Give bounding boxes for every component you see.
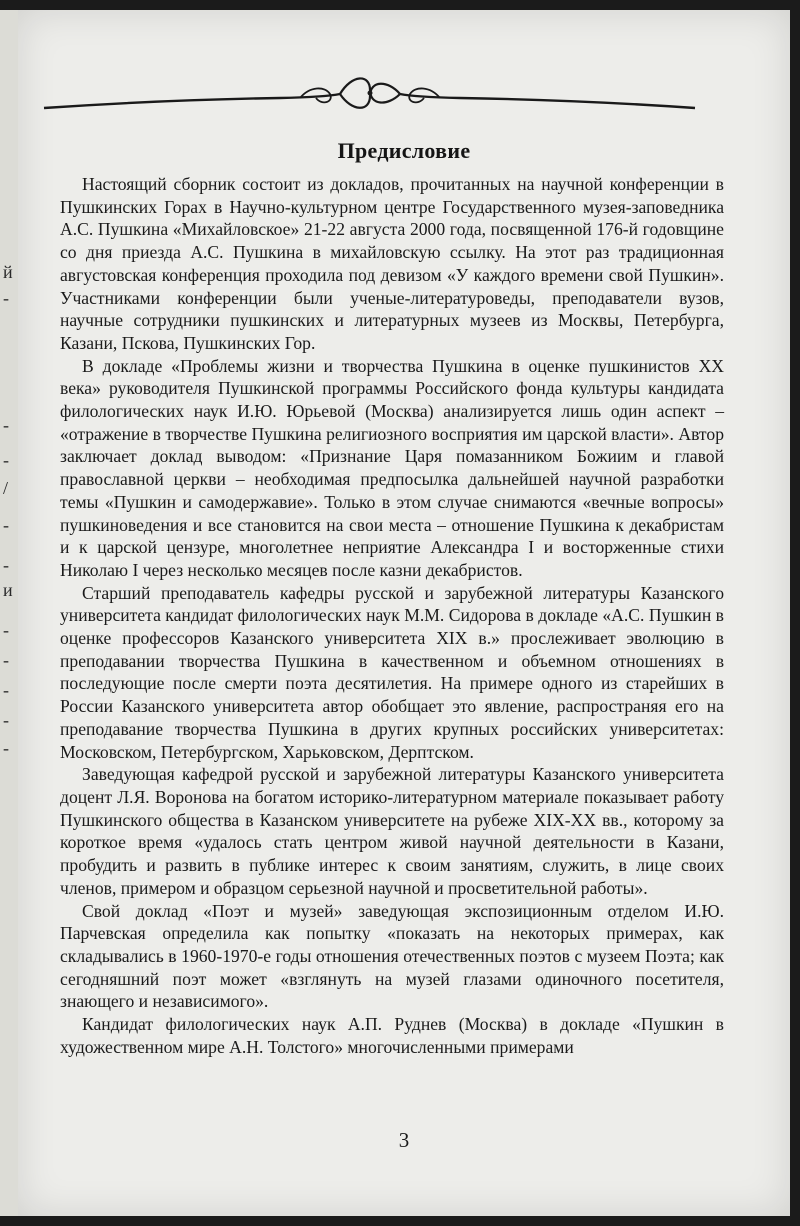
margin-mark: - <box>3 288 9 308</box>
paragraph: Заведующая кафедрой русской и зарубежной литературы Казанского университета доцент Л.Я. Воронова на богатом историко-литературном материале показывает работу Пушкинского общества в Казанском университете на рубеже XIX-XX вв., которому за короткое время «удалось стать центром живой научной деятельности в Казани, пробудить и развить в публике интерес к своим занятиям, служить, в лице своих членов, примером и образцом серьезной научной и просветительной работы». <box>60 764 724 898</box>
paragraph: Старший преподаватель кафедры русской и зарубежной литературы Казанского университета кандидат филологических наук М.М. Сидорова в докладе «А.С. Пушкин в оценке профессоров Казанского университета XIX в.» прослеживает эволюцию в преподавании творчества Пушкина в качественном и объемном отношениях в последующие после смерти поэта десятилетия. На примере одного из старейших в России Казанского университета автор обобщает это явление, распространяя его на преподавание творчества Пушкина в других крупных российских университетах: Московском, Петербургском, Харьковском, Дерптском. <box>60 582 724 762</box>
margin-mark: и <box>3 580 13 600</box>
margin-mark: - <box>3 555 9 575</box>
page-number: 3 <box>398 1128 410 1152</box>
margin-mark: / <box>3 478 9 498</box>
margin-mark: - <box>3 738 9 758</box>
decorative-flourish-ornament <box>40 68 700 118</box>
paragraph: Настоящий сборник состоит из докладов, прочитанных на научной конференции в Пушкинских Горах в Научно-культурном центре Государственного музея-заповедника А.С. Пушкина «Михайловское» 21-22 августа 2000 года, посвященной 176-й годовщине со дня приезда А.С. Пушкина в михайловскую ссылку. На этот раз традиционная августовская конференция проходила под девизом «У каждого времени свой Пушкин». Участниками конференции были ученые-литературоведы, преподаватели вузов, научные сотрудники пушкинских и литературных музеев из Москвы, Петербурга, Казани, Пскова, Пушкинских Гор. <box>60 174 724 353</box>
margin-mark: й <box>3 262 13 282</box>
paragraph: Кандидат филологических наук А.П. Руднев (Москва) в докладе «Пушкин в художественном мире А.Н. Толстого» многочисленными примерами <box>60 1014 724 1057</box>
body-text <box>60 173 724 1058</box>
margin-mark: - <box>3 515 9 535</box>
margin-mark: - <box>3 680 9 700</box>
paragraph: Свой доклад «Поэт и музей» заведующая экспозиционным отделом И.Ю. Парчевская определила как попытку «показать на некоторых примерах, как складывались в 1960-1970-е годы отношения отечественных поэтов с музеем Поэта; как сегодняшний поэт может «взглянуть на музей глазами одиночного посетителя, знающего и независимого». <box>60 900 724 1012</box>
adjacent-page-margin <box>0 10 18 1216</box>
preface-heading: Предисловие <box>337 138 471 163</box>
paragraph: В докладе «Проблемы жизни и творчества Пушкина в оценке пушкинистов XX века» руководителя Пушкинской программы Российского фонда культуры кандидата филологических наук И.Ю. Юрьевой (Москва) анализируется лишь один аспект – «отражение в творчестве Пушкина религиозного восприятия им царской власти». Автор заключает доклад выводом: «Признание Царя помазанником Божиим и главой православной церкви – необходимая предпосылка дальнейшей научной разработки темы «Пушкин и самодержавие». Только в этом случае снимаются «вечные вопросы» пушкиноведения и все становится на свои места – отношение Пушкина к декабристам и к царской цензуре, многолетнее неприятие Александра I и восторженные стихи Николаю I через несколько месяцев после казни декабристов. <box>60 355 724 580</box>
margin-mark: - <box>3 450 9 470</box>
margin-mark: - <box>3 415 9 435</box>
margin-mark: - <box>3 650 9 670</box>
margin-mark: - <box>3 710 9 730</box>
margin-mark: - <box>3 620 9 640</box>
book-page <box>18 10 790 1216</box>
